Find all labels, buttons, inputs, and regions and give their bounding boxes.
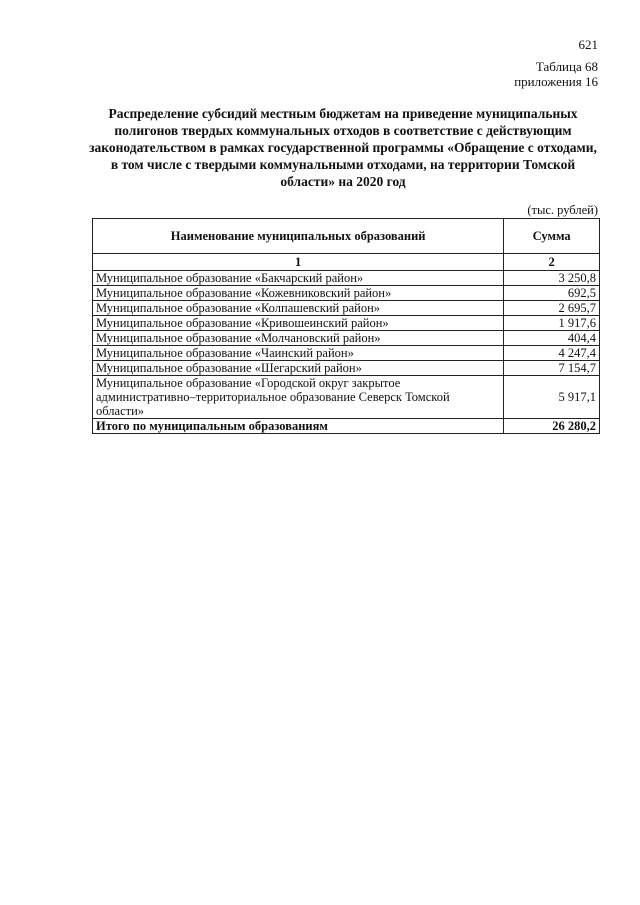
- table-row: [93, 376, 600, 419]
- table-row: [93, 301, 600, 316]
- municipality-name: Муниципальное образование «Шегарский район»: [93, 361, 504, 376]
- subsidy-amount: 5 917,1: [504, 376, 600, 419]
- total-amount: 26 280,2: [504, 419, 600, 434]
- municipality-name: Муниципальное образование «Молчановский район»: [93, 331, 504, 346]
- subsidy-amount: 1 917,6: [504, 316, 600, 331]
- subsidy-amount: 404,4: [504, 331, 600, 346]
- appendix-reference: приложения 16: [514, 74, 598, 89]
- municipality-name: Муниципальное образование «Кожевниковский район»: [93, 286, 504, 301]
- table-reference: Таблица 68: [535, 59, 598, 74]
- total-row: [93, 419, 600, 434]
- header-name: Наименование муниципальных образований: [93, 219, 504, 254]
- municipality-name: Муниципальное образование «Чаинский район»: [93, 346, 504, 361]
- column-number: 2: [504, 254, 600, 271]
- municipality-name: Муниципальное образование «Кривошеинский район»: [93, 316, 504, 331]
- table-row: [93, 271, 600, 286]
- table-row: [93, 316, 600, 331]
- municipality-name: Муниципальное образование «Городской округ закрытое административно–территориальное образование Северск Томской области»: [93, 376, 504, 419]
- column-number-row: [93, 254, 600, 271]
- table-row: [93, 361, 600, 376]
- page-number: 621: [578, 37, 598, 52]
- table-row: [93, 331, 600, 346]
- table-row: [93, 346, 600, 361]
- subsidy-amount: 3 250,8: [504, 271, 600, 286]
- column-number: 1: [93, 254, 504, 271]
- subsidy-table: [92, 218, 600, 434]
- header-sum: Сумма: [504, 219, 600, 254]
- municipality-name: Муниципальное образование «Колпашевский район»: [93, 301, 504, 316]
- subsidy-amount: 4 247,4: [504, 346, 600, 361]
- units-label: (тыс. рублей): [527, 203, 598, 217]
- municipality-name: Муниципальное образование «Бакчарский район»: [93, 271, 504, 286]
- document-title: Распределение субсидий местным бюджетам на приведение муниципальных полигонов твердых коммунальных отходов в соответствие с действующим законодательством в рамках государственной программы «Обращение с отходами, в том числе с твердыми коммунальными отходами, на территории Томской области» на 2020 год: [89, 106, 597, 189]
- header-row: [93, 219, 600, 254]
- subsidy-amount: 692,5: [504, 286, 600, 301]
- subsidy-amount: 2 695,7: [504, 301, 600, 316]
- subsidy-amount: 7 154,7: [504, 361, 600, 376]
- table-row: [93, 286, 600, 301]
- total-label: Итого по муниципальным образованиям: [93, 419, 504, 434]
